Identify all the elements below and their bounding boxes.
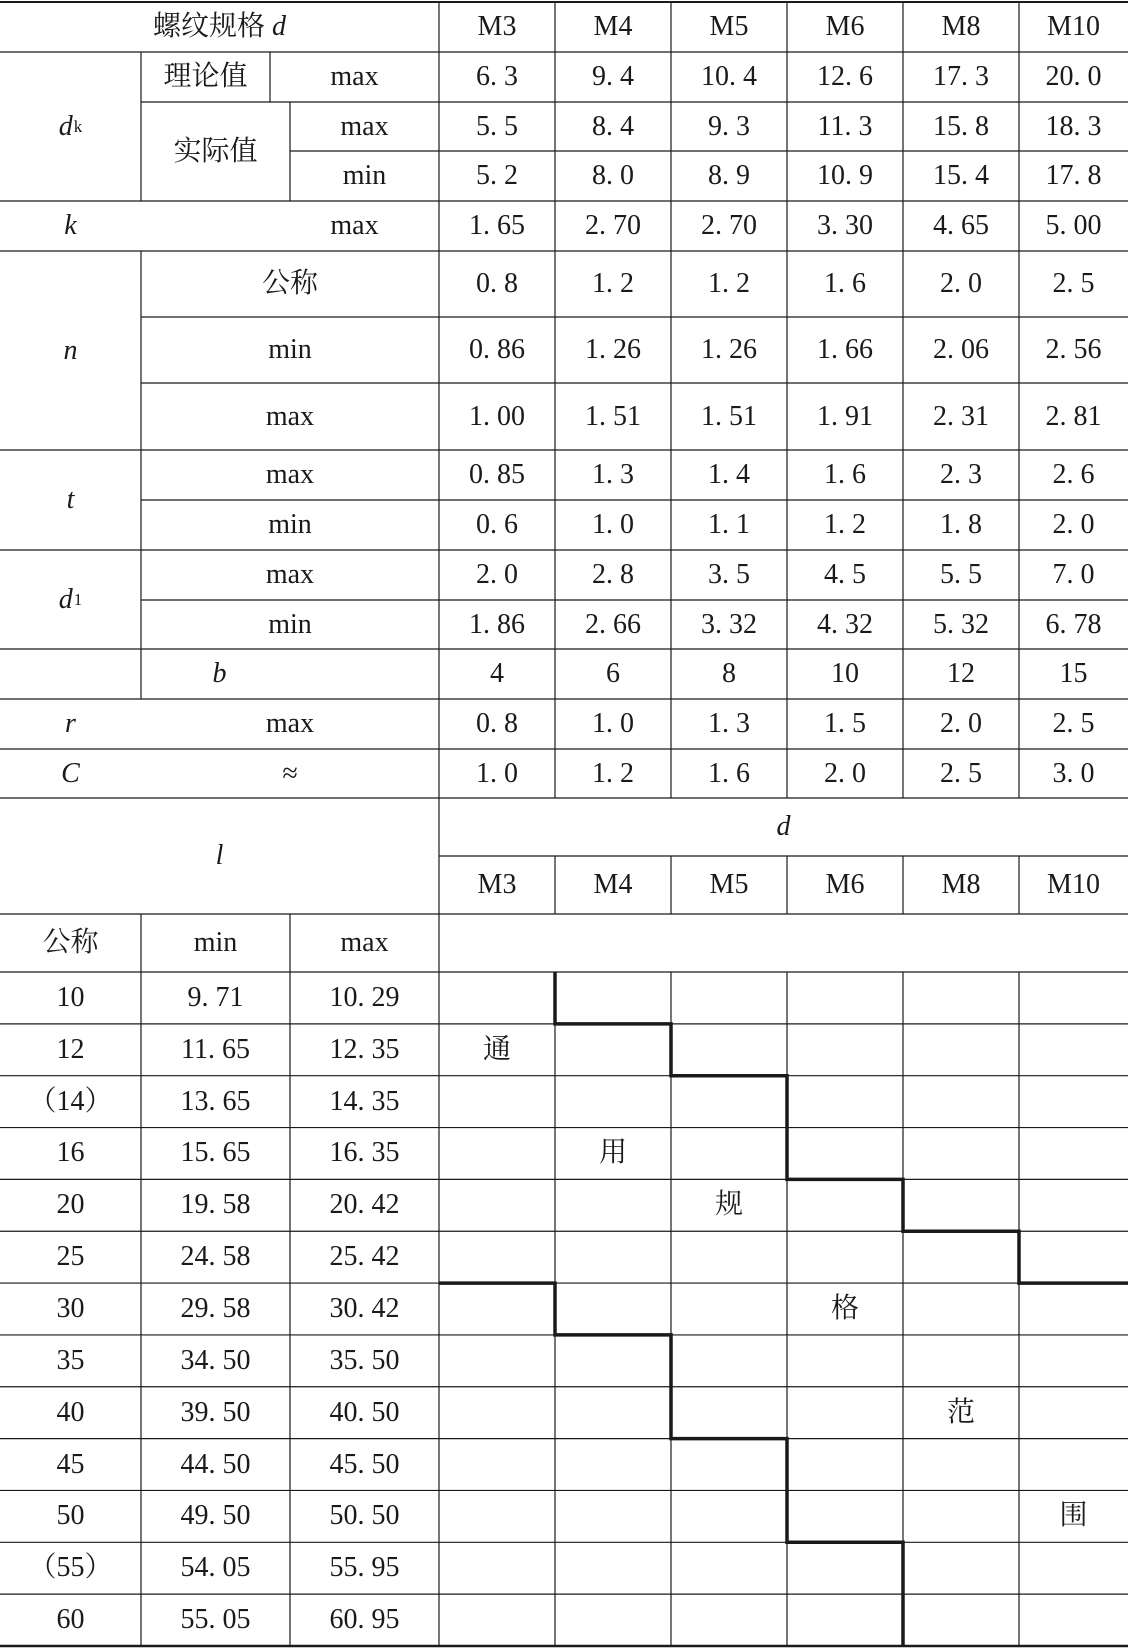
dk-actual-max-label-text: max [340, 110, 389, 142]
length-d-header-symbol: d [776, 811, 791, 842]
length-row-1-nominal-text: 10 [56, 981, 85, 1013]
range-char-6-text: 围 [1059, 1500, 1088, 1532]
d1-min-6-text: 6. 78 [1045, 608, 1102, 640]
length-size-header-6-text: M10 [1047, 869, 1100, 900]
r-max-5-text: 2. 0 [940, 708, 982, 739]
dk-theory-max-label-text: max [330, 61, 379, 92]
dk-actual-min-6-text: 17. 8 [1045, 160, 1102, 191]
k-max-label-text: max [330, 210, 379, 241]
length-row-7-max-text: 30. 42 [329, 1292, 400, 1324]
n-min-2-text: 1. 26 [585, 334, 641, 365]
length-size-header-2-text: M4 [593, 869, 633, 900]
r-max-1-text: 0. 8 [476, 708, 518, 739]
thread-spec-symbol: d [272, 11, 286, 42]
dk-theory-max-5-text: 17. 3 [933, 61, 989, 92]
t-min-3-text: 1. 1 [708, 509, 750, 540]
t-max-2-text: 1. 3 [592, 459, 634, 490]
length-row-6-nominal-text: 25 [56, 1241, 85, 1273]
length-row-8-min-text: 34. 50 [180, 1344, 251, 1376]
r-max-label-text: max [265, 708, 315, 739]
length-row-10-max-text: 45. 50 [329, 1448, 400, 1480]
t-max-1-text: 0. 85 [469, 459, 525, 490]
c-value-4-text: 2. 0 [824, 757, 866, 789]
dk-theory-max-1-text: 6. 3 [476, 61, 518, 92]
n-label-symbol: n [63, 334, 78, 366]
length-row-4-min-text: 15. 65 [180, 1137, 251, 1169]
k-max-1-text: 1. 65 [469, 210, 525, 241]
c-value-5-text: 2. 5 [940, 757, 982, 789]
n-max-4-text: 1. 91 [817, 400, 873, 432]
d1-min-4-text: 4. 32 [817, 608, 873, 640]
d1-max-label-text: max [265, 559, 315, 590]
b-value-2-text: 6 [606, 658, 620, 689]
length-row-2-max-text: 12. 35 [329, 1033, 400, 1065]
d1-max-4-text: 4. 5 [824, 559, 866, 590]
n-max-label-text: max [265, 400, 315, 432]
dk-actual-label-text: 实际值 [173, 135, 258, 167]
length-row-5-max-text: 20. 42 [329, 1189, 400, 1221]
k-max-6-text: 5. 00 [1045, 210, 1102, 241]
length-max-header-text: max [340, 927, 389, 958]
upper-range-boundary [555, 972, 1128, 1283]
d1-max-2-text: 2. 8 [592, 559, 634, 590]
length-row-10-nominal-text: 45 [56, 1448, 85, 1480]
dk-actual-max-6-text: 18. 3 [1045, 110, 1102, 142]
length-row-6-min-text: 24. 58 [180, 1241, 251, 1273]
lower-range-boundary [439, 1283, 903, 1646]
d1-label-symbol: d [58, 583, 73, 615]
length-row-4-max-text: 16. 35 [329, 1137, 400, 1169]
length-row-11-nominal-text: 50 [56, 1500, 85, 1532]
length-row-2-min-text: 11. 65 [181, 1033, 250, 1065]
t-min-1-text: 0. 6 [476, 509, 518, 540]
r-max-6-text: 2. 5 [1052, 708, 1095, 739]
length-row-13-max-text: 60. 95 [329, 1604, 400, 1636]
length-row-1-min-text: 9. 71 [187, 981, 244, 1013]
c-value-6-text: 3. 0 [1052, 757, 1095, 789]
b-value-4-text: 10 [831, 658, 859, 689]
r-max-3-text: 1. 3 [708, 708, 750, 739]
dk-theory-max-2-text: 9. 4 [592, 61, 634, 92]
n-max-5-text: 2. 31 [933, 400, 989, 432]
dk-actual-min-5-text: 15. 4 [933, 160, 989, 191]
range-char-3-text: 规 [714, 1189, 743, 1221]
k-max-5-text: 4. 65 [933, 210, 989, 241]
b-value-5-text: 12 [947, 658, 975, 689]
d1-min-5-text: 5. 32 [933, 608, 989, 640]
n-nominal-3-text: 1. 2 [708, 268, 750, 299]
d1-min-2-text: 2. 66 [585, 608, 641, 640]
t-min-4-text: 1. 2 [824, 509, 866, 540]
t-min-label-text: min [268, 509, 312, 540]
b-value-6-text: 15 [1059, 658, 1088, 689]
c-value-2-text: 1. 2 [592, 757, 634, 789]
dk-actual-min-label-text: min [342, 160, 387, 191]
n-min-5-text: 2. 06 [933, 334, 989, 365]
d1-max-1-text: 2. 0 [476, 559, 518, 590]
dk-actual-min-2-text: 8. 0 [592, 160, 634, 191]
t-min-6-text: 2. 0 [1052, 509, 1095, 540]
length-row-11-min-text: 49. 50 [180, 1500, 251, 1532]
n-nominal-4-text: 1. 6 [824, 268, 866, 299]
b-value-3-text: 8 [722, 658, 736, 689]
r-label-symbol: r [65, 708, 76, 739]
range-char-2-text: 用 [598, 1137, 627, 1169]
n-min-label-text: min [268, 334, 312, 365]
length-row-13-min-text: 55. 05 [180, 1604, 251, 1636]
n-max-1-text: 1. 00 [469, 400, 525, 432]
range-char-5-text: 范 [946, 1396, 975, 1428]
length-row-3-nominal-text: （14） [28, 1085, 113, 1117]
n-nominal-6-text: 2. 5 [1052, 268, 1095, 299]
length-row-4-nominal-text: 16 [56, 1137, 85, 1169]
length-row-11-max-text: 50. 50 [329, 1500, 400, 1532]
c-value-1-text: 1. 0 [476, 757, 518, 789]
range-char-1-text: 通 [482, 1033, 511, 1065]
n-nominal-2-text: 1. 2 [592, 268, 634, 299]
length-row-7-min-text: 29. 58 [180, 1292, 251, 1324]
dk-actual-max-2-text: 8. 4 [592, 110, 634, 142]
size-header-1-text: M3 [477, 11, 517, 42]
k-label-symbol: k [64, 210, 77, 241]
d1-min-3-text: 3. 32 [701, 608, 757, 640]
d1-max-6-text: 7. 0 [1052, 559, 1095, 590]
dk-theory-max-4-text: 12. 6 [817, 61, 873, 92]
t-label-symbol: t [66, 484, 75, 515]
thread-spec-label: 螺纹规格 [152, 11, 272, 42]
length-label-symbol: l [215, 840, 224, 871]
dk-theory-label-text: 理论值 [163, 61, 248, 92]
c-label-symbol: C [61, 757, 80, 789]
length-row-6-max-text: 25. 42 [329, 1241, 400, 1273]
t-max-4-text: 1. 6 [824, 459, 866, 490]
length-row-5-min-text: 19. 58 [180, 1189, 251, 1221]
size-header-5-text: M8 [941, 11, 981, 42]
c-approx-label-text: ≈ [282, 757, 298, 789]
length-nominal-header-text: 公称 [42, 927, 99, 958]
n-min-6-text: 2. 56 [1045, 334, 1102, 365]
size-header-4-text: M6 [825, 11, 865, 42]
length-row-3-max-text: 14. 35 [329, 1085, 400, 1117]
n-nominal-1-text: 0. 8 [476, 268, 518, 299]
length-row-12-nominal-text: （55） [28, 1552, 113, 1584]
length-row-10-min-text: 44. 50 [180, 1448, 251, 1480]
length-size-header-3-text: M5 [709, 869, 749, 900]
size-header-2-text: M4 [593, 11, 633, 42]
d1-min-label-text: min [268, 608, 312, 640]
length-row-9-max-text: 40. 50 [329, 1396, 400, 1428]
range-char-4-text: 格 [830, 1292, 859, 1324]
c-value-3-text: 1. 6 [708, 757, 750, 789]
length-row-7-nominal-text: 30 [56, 1292, 85, 1324]
d1-label-subscript: 1 [73, 590, 83, 609]
length-row-9-min-text: 39. 50 [180, 1396, 251, 1428]
length-row-9-nominal-text: 40 [56, 1396, 85, 1428]
length-row-12-max-text: 55. 95 [329, 1552, 400, 1584]
b-label-symbol: b [212, 658, 227, 689]
k-max-4-text: 3. 30 [817, 210, 873, 241]
length-row-2-nominal-text: 12 [56, 1033, 85, 1065]
length-min-header-text: min [193, 927, 238, 958]
k-max-2-text: 2. 70 [585, 210, 641, 241]
t-min-2-text: 1. 0 [592, 509, 634, 540]
size-header-6-text: M10 [1047, 11, 1100, 42]
dk-label-subscript: k [73, 117, 83, 136]
t-max-3-text: 1. 4 [708, 459, 750, 490]
length-size-header-1-text: M3 [477, 869, 517, 900]
dk-actual-min-3-text: 8. 9 [708, 160, 750, 191]
dk-actual-min-4-text: 10. 9 [817, 160, 873, 191]
dk-actual-max-3-text: 9. 3 [708, 110, 750, 142]
dk-actual-max-1-text: 5. 5 [476, 110, 518, 142]
dk-theory-max-3-text: 10. 4 [701, 61, 757, 92]
n-min-4-text: 1. 66 [817, 334, 873, 365]
n-nominal-5-text: 2. 0 [940, 268, 982, 299]
dk-actual-max-5-text: 15. 8 [933, 110, 989, 142]
length-row-12-min-text: 54. 05 [180, 1552, 251, 1584]
k-max-3-text: 2. 70 [701, 210, 757, 241]
n-max-6-text: 2. 81 [1045, 400, 1102, 432]
length-row-5-nominal-text: 20 [56, 1189, 85, 1221]
n-min-1-text: 0. 86 [469, 334, 525, 365]
d1-min-1-text: 1. 86 [469, 608, 525, 640]
length-row-13-nominal-text: 60 [56, 1604, 85, 1636]
dk-theory-max-6-text: 20. 0 [1045, 61, 1102, 92]
n-max-3-text: 1. 51 [701, 400, 757, 432]
r-max-2-text: 1. 0 [592, 708, 634, 739]
t-max-5-text: 2. 3 [940, 459, 982, 490]
d1-max-5-text: 5. 5 [940, 559, 982, 590]
r-max-4-text: 1. 5 [824, 708, 866, 739]
length-row-8-nominal-text: 35 [56, 1344, 85, 1376]
t-max-label-text: max [265, 459, 315, 490]
dk-actual-min-1-text: 5. 2 [476, 160, 518, 191]
t-max-6-text: 2. 6 [1052, 459, 1095, 490]
length-row-1-max-text: 10. 29 [329, 981, 400, 1013]
length-row-3-min-text: 13. 65 [180, 1085, 251, 1117]
n-nominal-label-text: 公称 [261, 268, 318, 299]
t-min-5-text: 1. 8 [940, 509, 982, 540]
b-value-1-text: 4 [490, 658, 504, 689]
dk-actual-max-4-text: 11. 3 [817, 110, 873, 142]
n-max-2-text: 1. 51 [585, 400, 641, 432]
n-min-3-text: 1. 26 [701, 334, 757, 365]
dk-label-symbol: d [58, 110, 73, 142]
length-row-8-max-text: 35. 50 [329, 1344, 400, 1376]
d1-max-3-text: 3. 5 [708, 559, 750, 590]
size-header-3-text: M5 [709, 11, 749, 42]
length-size-header-4-text: M6 [825, 869, 865, 900]
length-size-header-5-text: M8 [941, 869, 981, 900]
